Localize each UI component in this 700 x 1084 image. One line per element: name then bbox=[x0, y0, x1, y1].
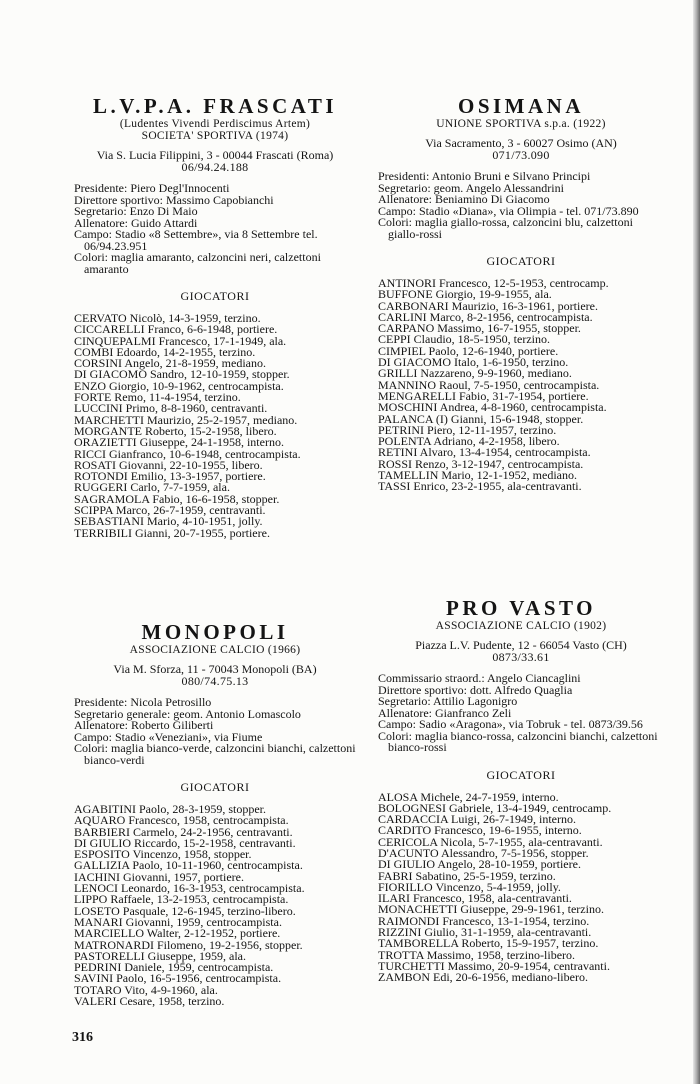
player-entry: MANARI Giovanni, 1959, centrocampista. bbox=[74, 914, 282, 929]
club-pro-vasto bbox=[378, 596, 664, 984]
player-entry: FABRI Sabatino, 25-5-1959, terzino. bbox=[378, 868, 556, 883]
player-entry: MARCIELLO Walter, 2-12-1952, portiere. bbox=[74, 926, 281, 941]
staff-line: Campo: Sadio «Aragona», via Tobruk - tel. 0873/39.56 bbox=[378, 717, 643, 731]
player-entry: MONACHETTI Giuseppe, 29-9-1961, terzino. bbox=[378, 902, 604, 917]
player-entry: ORAZIETTI Giuseppe, 24-1-1958, interno. bbox=[74, 435, 284, 450]
staff-line: Allenatore: Guido Attardi bbox=[74, 215, 198, 230]
player-entry: RUGGERI Carlo, 7-7-1959, ala. bbox=[74, 480, 230, 495]
player-entry: TASSI Enrico, 23-2-1955, ala-centravanti. bbox=[378, 479, 582, 494]
staff-line: Presidente: Nicola Petrosillo bbox=[74, 695, 212, 709]
player-entry: ESPOSITO Vincenzo, 1958, stopper. bbox=[74, 847, 252, 862]
staff-line: Direttore sportivo: Massimo Capobianchi bbox=[74, 192, 274, 207]
staff-list bbox=[74, 183, 356, 275]
player-entry: DI GIULIO Angelo, 28-10-1959, portiere. bbox=[378, 857, 581, 872]
player-entry: CIMPIEL Paolo, 12-6-1940, portiere. bbox=[378, 343, 559, 358]
player-entry: DI GIULIO Riccardo, 15-2-1958, centravanti. bbox=[74, 835, 296, 850]
club-motto: (Ludentes Vivendi Perdiscimus Artem) bbox=[119, 118, 311, 130]
player-entry: CARDACCIA Luigi, 26-7-1949, interno. bbox=[378, 812, 576, 827]
player-entry: ALOSA Michele, 24-7-1959, interno. bbox=[378, 789, 559, 804]
staff-list bbox=[74, 697, 356, 766]
player-entry: CERICOLA Nicola, 5-7-1955, ala-centravanti. bbox=[378, 834, 603, 849]
player-entry: ILARI Francesco, 1958, ala-centravanti. bbox=[378, 891, 572, 906]
player-entry: PETRINI Piero, 12-11-1957, terzino. bbox=[378, 422, 557, 437]
club-type: SOCIETA' SPORTIVA (1974) bbox=[141, 130, 289, 142]
player-entry: AGABITINI Paolo, 28-3-1959, stopper. bbox=[74, 802, 266, 816]
club-phone: 0873/33.61 bbox=[492, 650, 550, 664]
player-entry: MOSCHINI Andrea, 4-8-1960, centrocampista. bbox=[378, 400, 607, 415]
club-phone: 071/73.090 bbox=[492, 148, 550, 162]
club-name: MONOPOLI bbox=[141, 620, 289, 644]
player-entry: ENZO Giorgio, 10-9-1962, centrocampista. bbox=[74, 378, 284, 393]
player-entry: MORGANTE Roberto, 15-2-1958, libero. bbox=[74, 423, 277, 438]
player-entry: ZAMBON Edi, 20-6-1956, mediano-libero. bbox=[378, 970, 588, 985]
club-name: L.V.P.A. FRASCATI bbox=[92, 94, 338, 118]
club-frascati bbox=[74, 94, 356, 539]
player-entry: BOLOGNESI Gabriele, 13-4-1949, centrocamp. bbox=[378, 800, 612, 815]
player-entry: SAGRAMOLA Fabio, 16-6-1958, stopper. bbox=[74, 491, 280, 506]
page-number: 316 bbox=[72, 1030, 93, 1045]
player-list bbox=[74, 313, 356, 539]
player-entry: ANTINORI Francesco, 12-5-1953, centrocamp. bbox=[378, 276, 609, 290]
player-entry: TAMBORELLA Roberto, 15-9-1957, terzino. bbox=[378, 936, 599, 951]
staff-line: Direttore sportivo: dott. Alfredo Quaglia bbox=[378, 682, 573, 697]
staff-line: Colori: maglia giallo-rossa, calzoncini blu, calzettoni giallo-rossi bbox=[378, 215, 633, 241]
player-entry: DI GIACOMO Italo, 1-6-1950, terzino. bbox=[378, 355, 569, 370]
club-address: Via M. Sforza, 11 - 70043 Monopoli (BA) bbox=[113, 662, 317, 676]
club-type: ASSOCIAZIONE CALCIO (1966) bbox=[129, 644, 301, 656]
player-entry: CARLINI Marco, 8-2-1956, centrocampista. bbox=[378, 309, 593, 324]
staff-list bbox=[378, 673, 664, 754]
player-entry: CERVATO Nicolò, 14-3-1959, terzino. bbox=[74, 311, 261, 325]
player-entry: LENOCI Leonardo, 16-3-1953, centrocampista. bbox=[74, 881, 305, 896]
staff-line: Segretario: Attilio Lagonigro bbox=[378, 694, 518, 708]
player-entry: CARPANO Massimo, 16-7-1955, stopper. bbox=[378, 321, 581, 336]
player-entry: TOTARO Vito, 4-9-1960, ala. bbox=[74, 982, 218, 997]
staff-line: Segretario: Enzo Di Maio bbox=[74, 204, 198, 218]
player-entry: MENGARELLI Fabio, 31-7-1954, portiere. bbox=[378, 388, 589, 403]
player-entry: ROTONDI Emilio, 13-3-1957, portiere. bbox=[74, 469, 266, 484]
player-entry: CARBONARI Maurizio, 16-3-1961, portiere. bbox=[378, 298, 598, 313]
players-heading: GIOCATORI bbox=[180, 289, 250, 303]
player-entry: PASTORELLI Giuseppe, 1959, ala. bbox=[74, 948, 246, 963]
player-entry: GALLIZIA Paolo, 10-11-1960, centrocampista. bbox=[74, 858, 303, 873]
staff-line: Segretario: geom. Angelo Alessandrini bbox=[378, 180, 564, 195]
player-entry: MANNINO Raoul, 7-5-1950, centrocampista. bbox=[378, 377, 600, 392]
players-heading: GIOCATORI bbox=[180, 780, 250, 794]
staff-line: Colori: maglia amaranto, calzoncini neri, calzettoni amaranto bbox=[74, 250, 321, 276]
club-phone: 06/94.24.188 bbox=[181, 160, 249, 174]
player-list bbox=[378, 278, 664, 493]
player-entry: MARCHETTI Maurizio, 25-2-1957, mediano. bbox=[74, 412, 298, 427]
player-entry: MATRONARDI Filomeno, 19-2-1956, stopper. bbox=[74, 937, 303, 952]
player-entry: CINQUEPALMI Francesco, 17-1-1949, ala. bbox=[74, 333, 287, 348]
player-entry: CICCARELLI Franco, 6-6-1948, portiere. bbox=[74, 322, 278, 337]
player-entry: PALANCA (I) Gianni, 15-6-1948, stopper. bbox=[378, 411, 584, 426]
club-address: Via Sacramento, 3 - 60027 Osimo (AN) bbox=[425, 136, 617, 150]
player-entry: RICCI Gianfranco, 10-6-1948, centrocampista. bbox=[74, 446, 301, 461]
player-entry: IACHINI Giovanni, 1957, portiere. bbox=[74, 869, 244, 884]
player-entry: DI GIACOMO Sandro, 12-10-1959, stopper. bbox=[74, 367, 290, 382]
club-address: Piazza L.V. Pudente, 12 - 66054 Vasto (CH) bbox=[415, 638, 627, 652]
player-entry: FORTE Remo, 11-4-1954, terzino. bbox=[74, 390, 241, 405]
player-entry: SCIPPA Marco, 26-7-1959, centravanti. bbox=[74, 503, 266, 518]
player-entry: TAMELLIN Mario, 12-1-1952, mediano. bbox=[378, 468, 577, 483]
player-entry: RAIMONDI Francesco, 13-1-1954, terzino. bbox=[378, 913, 590, 928]
staff-line: Colori: maglia bianco-verde, calzoncini bianchi, calzettoni bianco-verdi bbox=[74, 741, 356, 767]
club-name: OSIMANA bbox=[457, 94, 584, 118]
club-monopoli bbox=[74, 620, 356, 1007]
player-entry: COMBI Edoardo, 14-2-1955, terzino. bbox=[74, 344, 256, 359]
club-osimana bbox=[378, 94, 664, 493]
staff-list bbox=[378, 171, 664, 240]
staff-line: Segretario generale: geom. Antonio Lomascolo bbox=[74, 706, 301, 721]
players-heading: GIOCATORI bbox=[486, 767, 556, 782]
player-entry: D'ACUNTO Alessandro, 7-5-1956, stopper. bbox=[378, 845, 589, 860]
player-entry: FIORILLO Vincenzo, 5-4-1959, jolly. bbox=[378, 879, 561, 894]
player-entry: LIPPO Raffaele, 13-2-1953, centrocampista. bbox=[74, 892, 289, 907]
club-type: ASSOCIAZIONE CALCIO (1902) bbox=[435, 620, 607, 632]
club-phone: 080/74.75.13 bbox=[181, 674, 249, 688]
player-entry: TROTTA Massimo, 1958, terzino-libero. bbox=[378, 947, 576, 962]
player-entry: BARBIERI Carmelo, 24-2-1956, centravanti. bbox=[74, 824, 293, 839]
staff-line: Colori: maglia bianco-rossa, calzoncini bianchi, calzettoni bianco-rossi bbox=[378, 728, 658, 754]
player-entry: CEPPI Claudio, 18-5-1950, terzino. bbox=[378, 332, 550, 347]
player-list bbox=[74, 804, 356, 1007]
staff-line: Allenatore: Gianfranco Zeli bbox=[378, 705, 512, 720]
staff-line: Allenatore: Beniamino Di Giacomo bbox=[378, 192, 550, 206]
club-name: PRO VASTO bbox=[446, 596, 596, 620]
player-entry: SEBASTIANI Mario, 4-10-1951, jolly. bbox=[74, 514, 263, 529]
staff-line: Allenatore: Roberto Giliberti bbox=[74, 718, 214, 732]
staff-line: Commissario straord.: Angelo Ciancaglini bbox=[378, 671, 581, 685]
players-heading: GIOCATORI bbox=[486, 254, 556, 268]
staff-line: Campo: Stadio «Diana», via Olimpia - tel. 071/73.890 bbox=[378, 203, 639, 218]
page-edge bbox=[693, 0, 700, 1084]
club-address: Via S. Lucia Filippini, 3 - 00044 Frascati (Roma) bbox=[96, 148, 334, 162]
club-type: UNIONE SPORTIVA s.p.a. (1922) bbox=[436, 118, 606, 130]
player-entry: ROSSI Renzo, 3-12-1947, centrocampista. bbox=[378, 456, 584, 471]
staff-line: Campo: Stadio «8 Settembre», via 8 Settembre tel. 06/94.23.951 bbox=[74, 227, 318, 253]
player-entry: GRILLI Nazzareno, 9-9-1960, mediano. bbox=[378, 366, 572, 381]
player-entry: LUCCINI Primo, 8-8-1960, centravanti. bbox=[74, 401, 268, 416]
player-entry: TERRIBILI Gianni, 20-7-1955, portiere. bbox=[74, 525, 270, 540]
player-entry: RETINI Alvaro, 13-4-1954, centrocampista. bbox=[378, 445, 591, 460]
player-list bbox=[378, 789, 664, 985]
player-entry: ROSATI Giovanni, 22-10-1955, libero. bbox=[74, 457, 263, 472]
player-entry: SAVINI Paolo, 16-5-1956, centrocampista. bbox=[74, 971, 282, 986]
staff-line: Presidenti: Antonio Bruni e Silvano Principi bbox=[378, 169, 591, 183]
player-entry: CORSINI Angelo, 21-8-1959, mediano. bbox=[74, 356, 266, 371]
player-entry: LOSETO Pasquale, 12-6-1945, terzino-libero. bbox=[74, 903, 296, 918]
staff-line: Campo: Stadio «Veneziani», via Fiume bbox=[74, 729, 263, 744]
player-entry: CARDITO Francesco, 19-6-1955, interno. bbox=[378, 823, 582, 838]
player-entry: POLENTA Adriano, 4-2-1958, libero. bbox=[378, 434, 560, 449]
staff-line: Presidente: Piero Degl'Innocenti bbox=[74, 181, 230, 195]
player-entry: TURCHETTI Massimo, 20-9-1954, centravanti. bbox=[378, 958, 610, 973]
player-entry: PEDRINI Daniele, 1959, centrocampista. bbox=[74, 960, 274, 975]
player-entry: VALERI Cesare, 1958, terzino. bbox=[74, 994, 225, 1009]
player-entry: RIZZINI Giulio, 31-1-1959, ala-centravanti. bbox=[378, 925, 592, 940]
player-entry: AQUARO Francesco, 1958, centrocampista. bbox=[74, 813, 289, 828]
player-entry: BUFFONE Giorgio, 19-9-1955, ala. bbox=[378, 287, 552, 302]
